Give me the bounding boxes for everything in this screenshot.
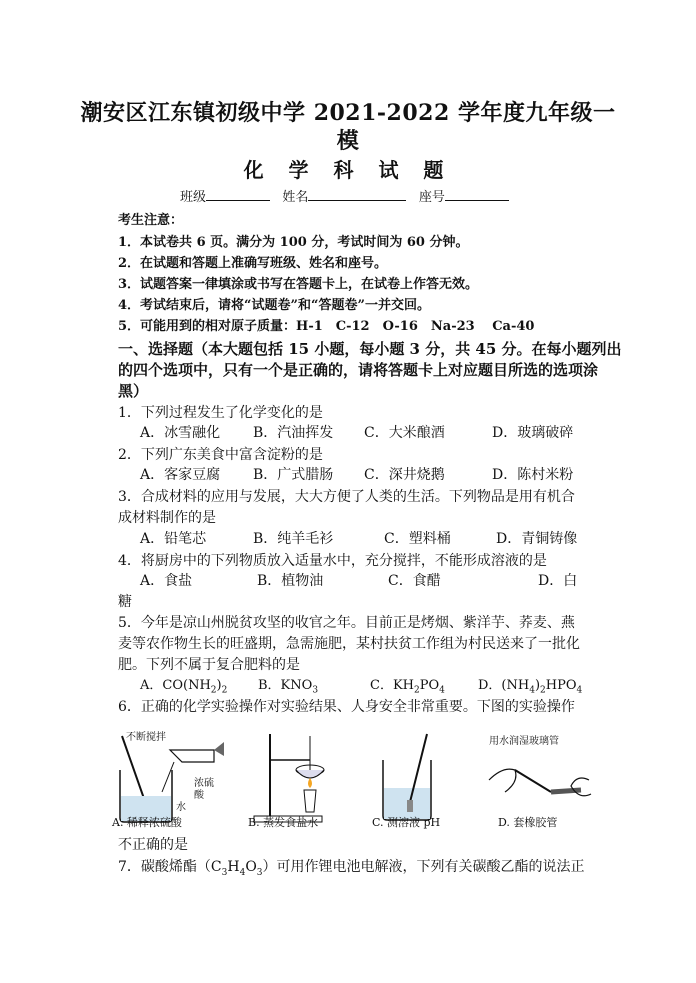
student-info-line — [180, 186, 509, 205]
q3-option-b[interactable]: B．纯羊毛衫 — [253, 531, 334, 547]
q4-option-d[interactable]: D．白 — [538, 573, 578, 589]
question-6-stem: 6．正确的化学实验操作对实验结果、人身安全非常重要。下图的实验操作 — [118, 699, 575, 715]
name-blank[interactable] — [308, 188, 406, 201]
page-subtitle: 化 学 科 试 题 — [243, 158, 453, 182]
q3-option-c[interactable]: C．塑料桶 — [384, 531, 451, 547]
class-blank[interactable] — [206, 188, 270, 201]
question-1-stem: 1．下列过程发生了化学变化的是 — [118, 405, 323, 421]
q2-option-d[interactable]: D．陈村米粉 — [492, 467, 574, 483]
q2-option-b[interactable]: B．广式腊肠 — [253, 467, 334, 483]
note-item: 5．可能用到的相对原子质量：H-1 C-12 O-16 Na-23 Ca-40 — [118, 319, 535, 334]
name-label: 姓名 — [282, 190, 309, 205]
section-text: 黑） — [118, 382, 149, 400]
note-item: 1．本试卷共 6 页。满分为 100 分，考试时间为 60 分钟。 — [118, 235, 469, 250]
seat-blank[interactable] — [445, 188, 509, 201]
question-3-stem: 3．合成材料的应用与发展，大大方便了人类的生活。下列物品是用有机合 — [118, 489, 575, 505]
seat-label: 座号 — [418, 190, 445, 205]
notes-heading: 考生注意： — [118, 213, 184, 228]
page-title: 潮安区江东镇初级中学 2021-2022 学年度九年级一 — [80, 100, 616, 126]
q4-option-d-cont: 糖 — [118, 594, 132, 610]
q4-option-a[interactable]: A．食盐 — [140, 573, 193, 589]
question-2-stem: 2．下列广东美食中富含淀粉的是 — [118, 447, 323, 463]
question-4-stem: 4．将厨房中的下列物质放入适量水中，充分搅拌，不能形成溶液的是 — [118, 553, 547, 569]
label-water: 水 — [176, 802, 186, 813]
q3-option-d[interactable]: D．青铜铸像 — [496, 531, 578, 547]
section-text: 的四个选项中，只有一个是正确的，请将答题卡上对应题目所选的选项涂 — [118, 361, 599, 379]
q1-option-a[interactable]: A．冰雪融化 — [140, 425, 221, 441]
class-label: 班级 — [180, 190, 207, 205]
q4-option-b[interactable]: B．植物油 — [257, 573, 324, 589]
question-7-stem: 7．碳酸烯酯$(C_3H_4O_3)$可用作锂电池电解液，下列有关碳酸乙酯的说法正 — [118, 859, 585, 878]
caption-c: C. 测溶液 pH — [372, 816, 441, 829]
q5-option-a[interactable]: A．$CO(NH_2)_2$ — [140, 678, 228, 696]
caption-a: A. 稀释浓硫酸 — [112, 816, 182, 829]
q5-option-d[interactable]: D．$(NH_4)_2HPO_4$ — [478, 678, 583, 696]
section-text: 一、选择题（本大题包括 15 小题，每小题 3 分，共 45 分。在每小题列出 — [118, 340, 622, 358]
label-acid-cont: 酸 — [194, 790, 204, 801]
q1-option-b[interactable]: B．汽油挥发 — [253, 425, 334, 441]
q5-option-c[interactable]: C．$KH_2PO_4$ — [370, 678, 445, 696]
note-item: 4．考试结束后，请将“试题卷”和“答题卷”一并交回。 — [118, 298, 430, 313]
q2-option-a[interactable]: A．客家豆腐 — [140, 467, 221, 483]
label-stir: 不断搅拌 — [126, 732, 166, 743]
q2-option-c[interactable]: C．深井烧鹅 — [364, 467, 445, 483]
label-acid: 浓硫 — [194, 778, 214, 789]
question-6-stem-end: 不正确的是 — [118, 837, 188, 853]
q3-option-a[interactable]: A．铅笔芯 — [140, 531, 207, 547]
caption-d: D. 套橡胶管 — [498, 816, 558, 829]
q1-option-c[interactable]: C．大米酿酒 — [364, 425, 445, 441]
question-5-stem-cont: 肥。下列不属于复合肥料的是 — [118, 657, 300, 673]
experiment-figures — [110, 730, 590, 830]
note-item: 2．在试题和答题上准确写班级、姓名和座号。 — [118, 256, 388, 271]
question-5-stem: 5．今年是凉山州脱贫攻坚的收官之年。目前正是烤烟、紫洋芋、荞麦、燕 — [118, 615, 575, 631]
q4-option-c[interactable]: C．食醋 — [388, 573, 441, 589]
q5-option-b[interactable]: B．$KNO_3$ — [258, 678, 319, 696]
label-wet-tube: 用水润湿玻璃管 — [489, 736, 559, 747]
question-5-stem-cont: 麦等农作物生长的旺盛期，急需施肥，某村扶贫工作组为村民送来了一批化 — [118, 636, 580, 652]
q1-option-d[interactable]: D．玻璃破碎 — [492, 425, 574, 441]
page-title-cont: 模 — [336, 128, 360, 154]
caption-b: B. 蒸发食盐水 — [248, 816, 319, 829]
note-item: 3．试题答案一律填涂或书写在答题卡上，在试卷上作答无效。 — [118, 277, 479, 292]
question-3-stem-cont: 成材料制作的是 — [118, 510, 216, 526]
